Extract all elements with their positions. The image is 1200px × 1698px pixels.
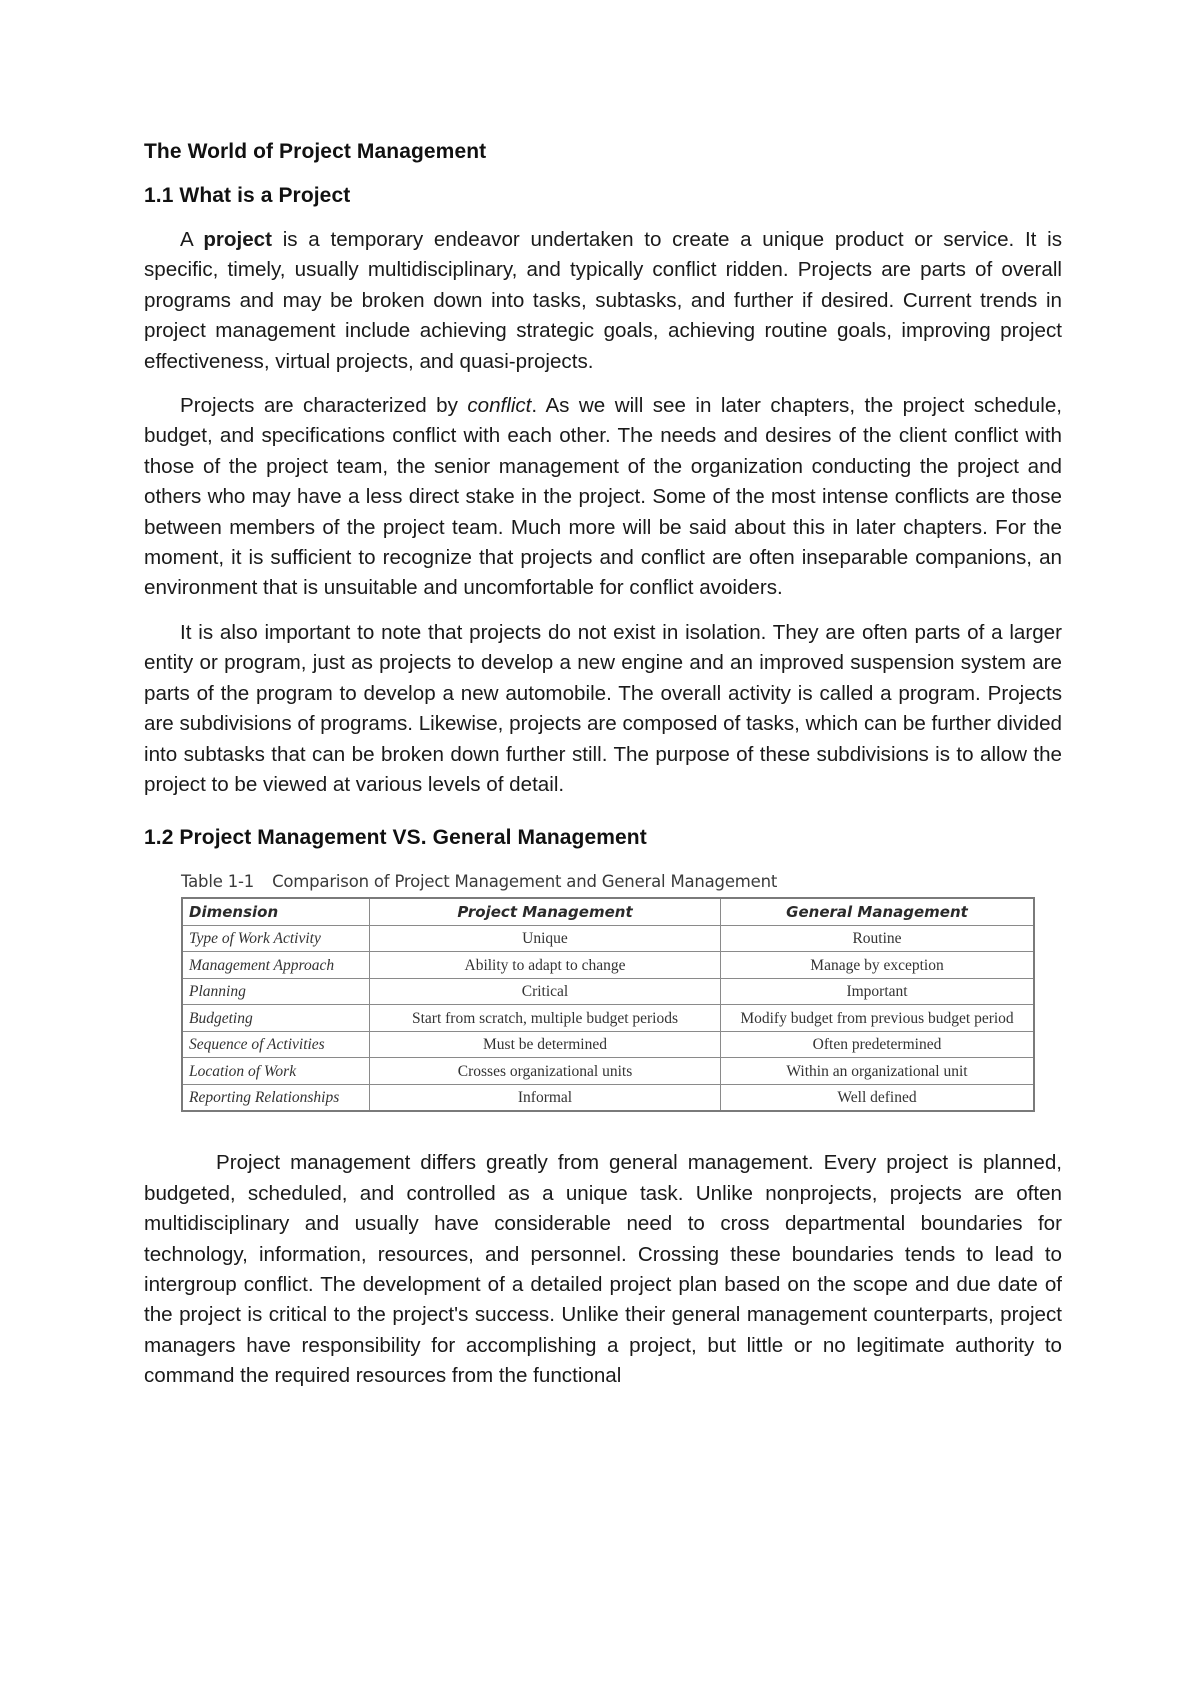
- cell-project-management: Unique: [370, 925, 721, 952]
- cell-project-management: Must be determined: [370, 1031, 721, 1058]
- cell-dimension: Planning: [182, 978, 370, 1005]
- cell-project-management: Critical: [370, 978, 721, 1005]
- table-row: [182, 1031, 1034, 1058]
- bold-term-project: project: [203, 228, 272, 251]
- cell-general-management: Routine: [721, 925, 1035, 952]
- table-caption: [181, 872, 1035, 891]
- table-row: [182, 1058, 1034, 1085]
- document-title: The World of Project Management: [144, 140, 487, 163]
- paragraph-pm-vs-gm: Project management differs greatly from general management. Every project is planned, budgeted, scheduled, and controlled as a unique task. Unlike nonprojects, projects are often multidisciplinary and usually have considerable need to cross departmental boundaries for technology, information, resources, and personnel. Crossing these boundaries tends to lead to intergroup conflict. The development of a detailed project plan based on the scope and due date of the project is critical to the project's success. Unlike their general management counterparts, project managers have responsibility for accomplishing a project, but little or no legitimate authority to command the required resources from the functional: [144, 1151, 1062, 1388]
- paragraph-conflict: [144, 391, 1062, 604]
- section-heading-1-1: 1.1 What is a Project: [144, 184, 351, 207]
- cell-dimension: Reporting Relationships: [182, 1084, 370, 1111]
- cell-general-management: Well defined: [721, 1084, 1035, 1111]
- comparison-table: [181, 897, 1035, 1112]
- cell-dimension: Management Approach: [182, 952, 370, 979]
- table-row: [182, 978, 1034, 1005]
- column-header-dimension: Dimension: [182, 898, 370, 925]
- table-caption-text: Comparison of Project Management and General Management: [272, 872, 778, 892]
- cell-general-management: Often predetermined: [721, 1031, 1035, 1058]
- section-heading-1-2: 1.2 Project Management VS. General Management: [144, 826, 647, 850]
- cell-general-management: Within an organizational unit: [721, 1058, 1035, 1085]
- cell-dimension: Sequence of Activities: [182, 1031, 370, 1058]
- table-row: [182, 1084, 1034, 1111]
- document-page: [144, 140, 1062, 1406]
- section-1-2-body: [144, 1148, 1062, 1391]
- table-caption-number: Table 1-1: [181, 872, 255, 892]
- cell-general-management: Manage by exception: [721, 952, 1035, 979]
- comparison-table-figure: [181, 872, 1035, 1112]
- cell-dimension: Type of Work Activity: [182, 925, 370, 952]
- paragraph-rest: . As we will see in later chapters, the project schedule, budget, and specifications conflict with each other. The needs and desires of the client conflict with those of the project team, the senior management of the organization conducting the project and others who may have a less direct stake in the project. Some of the most intense conflicts are those between members of the project team. Much more will be said about this in later chapters. For the moment, it is sufficient to recognize that projects and conflict are often inseparable companions, an environment that is unsuitable and uncomfortable for conflict avoiders.: [144, 394, 1062, 600]
- italic-term-conflict: conflict: [467, 394, 532, 418]
- paragraph-lead: Projects are characterized by: [180, 394, 468, 418]
- cell-general-management: Important: [721, 978, 1035, 1005]
- table-row: [182, 925, 1034, 952]
- table-header-row: [182, 898, 1034, 925]
- paragraph-rest: is a temporary endeavor undertaken to create a unique product or service. It is specific, timely, usually multidisciplinary, and typically conflict ridden. Projects are parts of overall programs and may be broken down into tasks, subtasks, and further if desired. Current trends in project management include achieving strategic goals, achieving routine goals, improving project effectiveness, virtual projects, and quasi-projects.: [144, 228, 1062, 373]
- cell-project-management: Crosses organizational units: [370, 1058, 721, 1085]
- cell-project-management: Informal: [370, 1084, 721, 1111]
- cell-dimension: Budgeting: [182, 1005, 370, 1032]
- paragraph-programs: It is also important to note that projects do not exist in isolation. They are often parts of a larger entity or program, just as projects to develop a new engine and an improved suspension system are parts of the program to develop a new automobile. The overall activity is called a program. Projects are subdivisions of programs. Likewise, projects are composed of tasks, which can be further divided into subtasks that can be broken down further still. The purpose of these subdivisions is to allow the project to be viewed at various levels of detail.: [144, 620, 1063, 796]
- paragraph-lead: A: [180, 228, 204, 251]
- column-header-project-management: Project Management: [370, 898, 721, 925]
- cell-project-management: Start from scratch, multiple budget periods: [370, 1005, 721, 1032]
- column-header-general-management: General Management: [721, 898, 1035, 925]
- table-row: [182, 1005, 1034, 1032]
- cell-project-management: Ability to adapt to change: [370, 952, 721, 979]
- table-row: [182, 952, 1034, 979]
- cell-general-management: Modify budget from previous budget period: [721, 1005, 1035, 1032]
- paragraph-project-definition: [144, 225, 1062, 377]
- cell-dimension: Location of Work: [182, 1058, 370, 1085]
